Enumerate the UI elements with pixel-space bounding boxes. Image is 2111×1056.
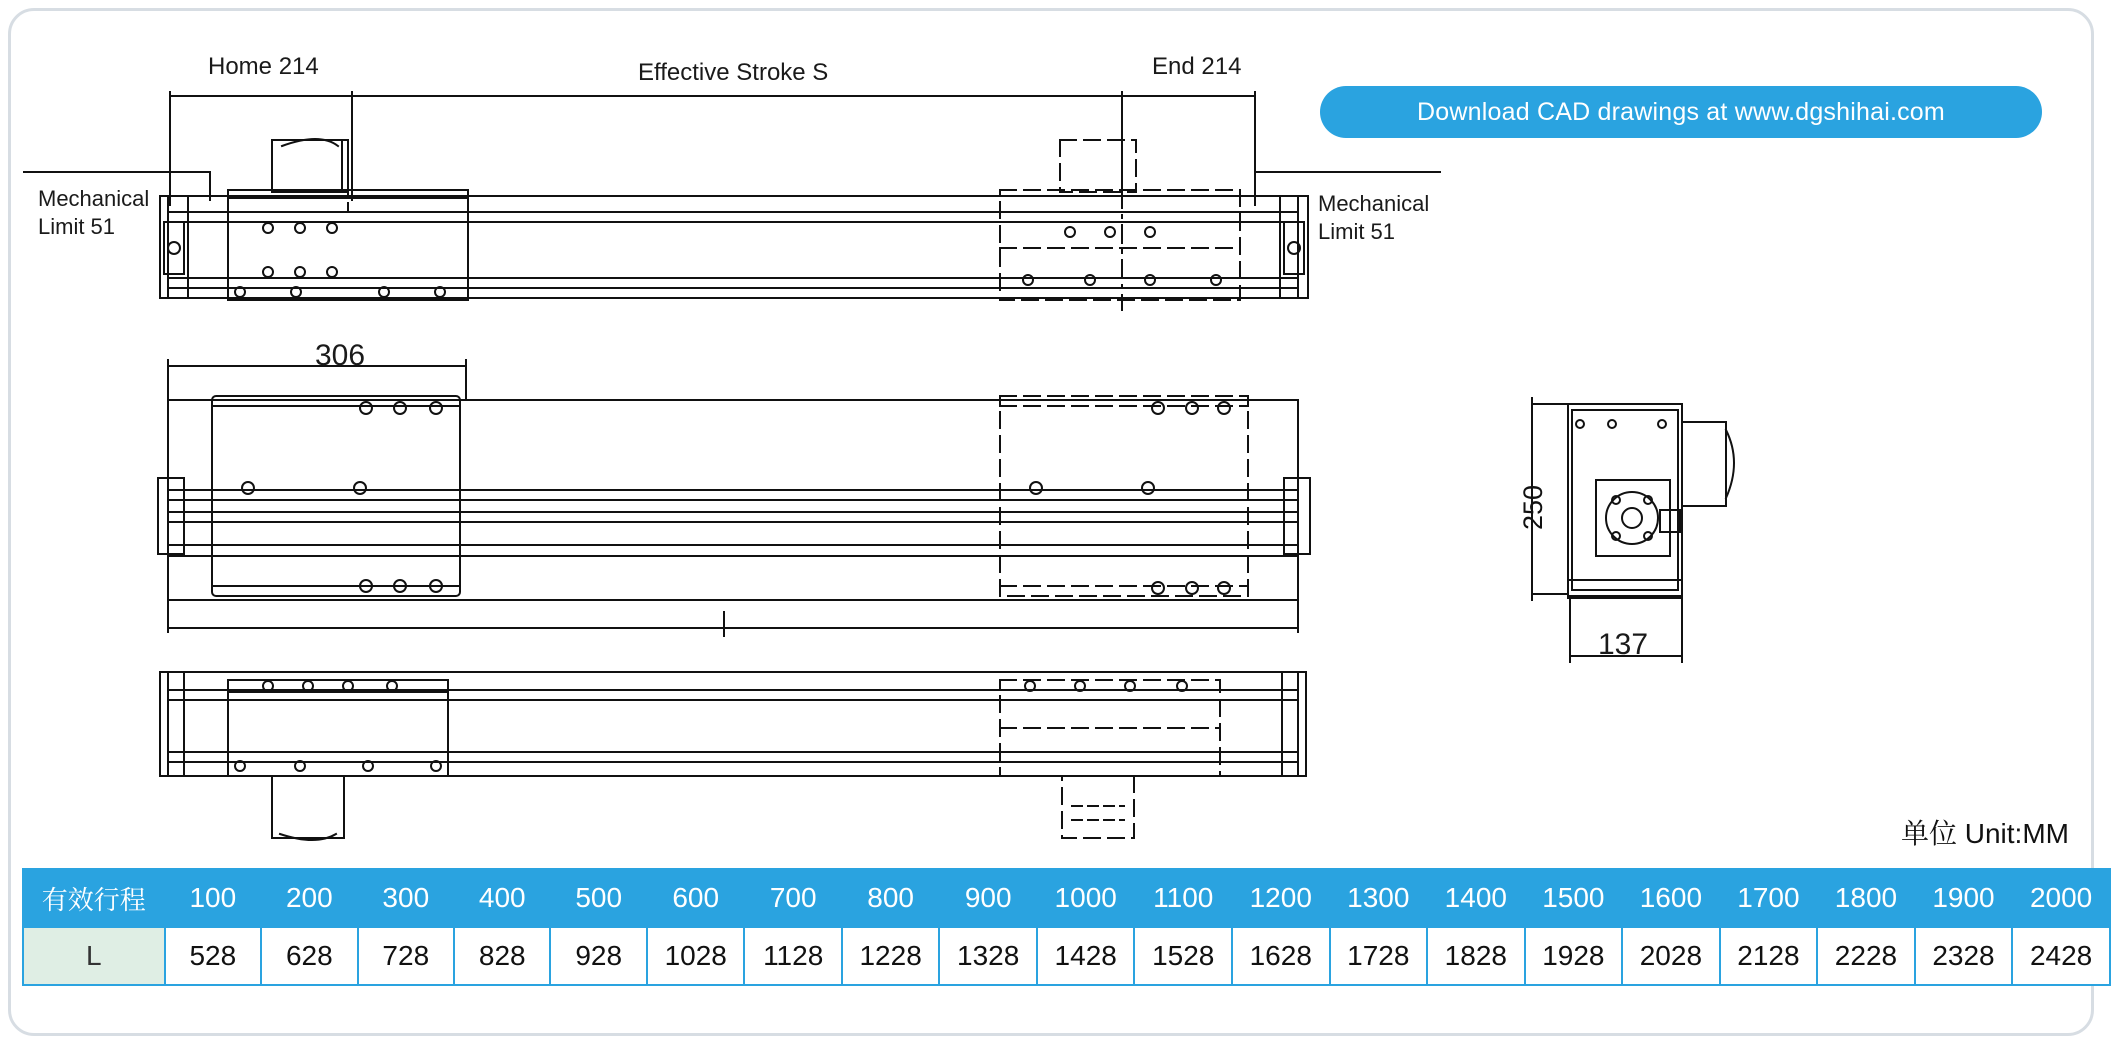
table-cell: 1400	[1427, 869, 1525, 927]
table-cell: 1900	[1915, 869, 2013, 927]
label-end: End 214	[1152, 53, 1242, 80]
table-cell: 500	[550, 869, 646, 927]
table-cell: 2228	[1817, 927, 1915, 985]
table-cell: 1128	[744, 927, 841, 985]
table-cell: 1700	[1720, 869, 1818, 927]
table-cell: 900	[939, 869, 1037, 927]
table-cell: 100	[165, 869, 261, 927]
table-cell: 1800	[1817, 869, 1915, 927]
table-cell: 2000	[2012, 869, 2110, 927]
table-cell: 1000	[1037, 869, 1135, 927]
table-cell: 628	[261, 927, 357, 985]
dimension-137: 137	[1598, 628, 1649, 661]
table-cell: 1500	[1525, 869, 1623, 927]
table-row-stroke	[23, 869, 2110, 927]
table-cell: 2028	[1622, 927, 1720, 985]
label-home: Home 214	[208, 53, 319, 80]
table-cell: 800	[842, 869, 940, 927]
table-cell: 1200	[1232, 869, 1330, 927]
table-cell: 728	[358, 927, 454, 985]
label-effective-stroke: Effective Stroke S	[638, 59, 829, 86]
table-cell: 1300	[1330, 869, 1428, 927]
label-mechanical-limit-right: Mechanical Limit 51	[1318, 191, 1430, 244]
table-cell: 1028	[647, 927, 745, 985]
stroke-length-table	[22, 868, 2111, 986]
table-cell: 928	[550, 927, 646, 985]
table-cell: 600	[647, 869, 745, 927]
table-cell: 1100	[1134, 869, 1232, 927]
table-cell: 1528	[1134, 927, 1232, 985]
table-cell: 2128	[1720, 927, 1818, 985]
table-cell: 300	[358, 869, 454, 927]
table-cell: 1228	[842, 927, 940, 985]
table-cell: 400	[454, 869, 550, 927]
row-header-stroke: 有效行程	[23, 869, 165, 927]
table-cell: 528	[165, 927, 261, 985]
table-cell: 1828	[1427, 927, 1525, 985]
table-cell: 2328	[1915, 927, 2013, 985]
dimension-250: 250	[1518, 484, 1548, 530]
download-cad-button[interactable]: Download CAD drawings at www.dgshihai.com	[1320, 86, 2042, 138]
unit-note: 单位 Unit:MM	[1900, 818, 2069, 849]
table-cell: 700	[744, 869, 841, 927]
table-cell: 1628	[1232, 927, 1330, 985]
table-cell: 828	[454, 927, 550, 985]
dimension-306: 306	[315, 339, 366, 372]
table-cell: 200	[261, 869, 357, 927]
row-header-length: L	[23, 927, 165, 985]
table-row-length	[23, 927, 2110, 985]
table-cell: 1728	[1330, 927, 1428, 985]
label-mechanical-limit-left: Mechanical Limit 51	[38, 186, 150, 239]
table-cell: 1600	[1622, 869, 1720, 927]
table-cell: 1328	[939, 927, 1037, 985]
table-cell: 2428	[2012, 927, 2110, 985]
table-cell: 1928	[1525, 927, 1623, 985]
table-cell: 1428	[1037, 927, 1135, 985]
